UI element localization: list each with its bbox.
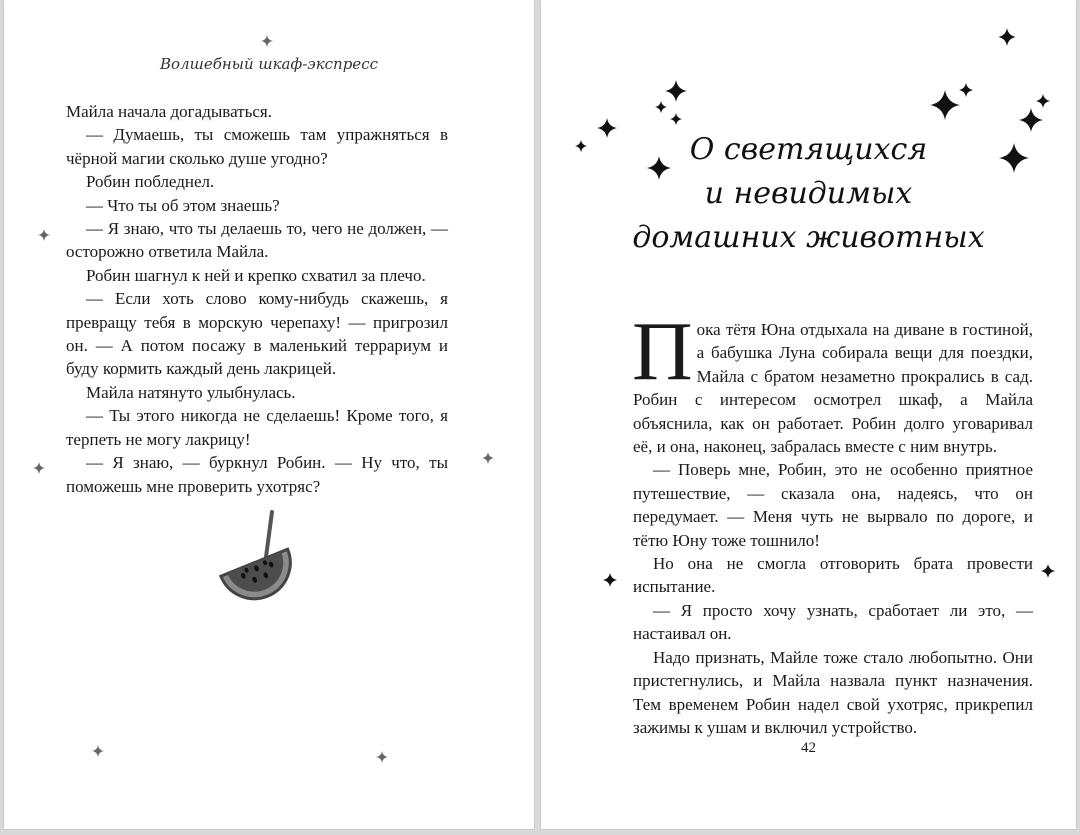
paragraph: Робин побледнел. [86, 172, 215, 192]
left-page-text [66, 100, 448, 498]
sparkle-star-icon [1041, 564, 1055, 578]
sparkle-star-icon [670, 113, 682, 125]
sparkle-star-icon [376, 751, 388, 763]
paragraph: — Поверь мне, Робин, это не особенно приятное путешествие, — сказала она, надеясь, что он передумает. — Меня чуть не вырвало по дороге, и тётю Юну тоже тошнило! [633, 460, 1033, 550]
sparkle-star-icon [1019, 108, 1043, 132]
first-paragraph-text: ока тётя Юна отдыхала на диване в гостиной, а бабушка Луна собирала вещи для поездки, Майла с братом незаметно прокрались в сад. Робин с интересом осмотрел шкаф, а Майла объяснила, как он работает. Робин долго уговаривал её, и она, наконец, забралась вместе с ним внутрь. [633, 320, 1033, 457]
chapter-title [541, 128, 1076, 260]
left-page [4, 0, 534, 829]
paragraph: — Я знаю, — буркнул Робин. — Ну что, ты поможешь мне проверить ухотряс? [66, 453, 448, 496]
right-page-text [632, 305, 1033, 739]
sparkle-star-icon [647, 156, 671, 180]
paragraph: Робин шагнул к ней и крепко схватил за плечо. [86, 265, 426, 285]
paragraph: Майла натянуто улыбнулась. [86, 382, 296, 402]
paragraph: Надо признать, Майле тоже стало любопытно. Они пристегнулись, и Майла назвала пункт назначения. Тем временем Робин надел свой ухотряс, прикрепил зажимы к ушам и включил устройство. [633, 647, 1033, 737]
paragraph: — Если хоть слово кому-нибудь скажешь, я превращу тебя в морскую черепаху! — пригрозил он. — А потом посажу в маленький террариум и буду кормить каждый день лакрицей. [66, 289, 448, 379]
page-number: 42 [801, 740, 816, 756]
sparkle-star-icon [665, 80, 687, 102]
sparkle-star-icon [38, 229, 50, 241]
chapter-title-line: О светящихся [689, 132, 928, 167]
sparkle-star-icon [597, 118, 617, 138]
sparkle-star-icon [482, 452, 494, 464]
right-page [541, 0, 1076, 829]
watermelon-slice-icon [218, 510, 298, 607]
sparkle-star-icon [261, 35, 273, 47]
paragraph: — Я просто хочу узнать, сработает ли это, — настаивал он. [633, 600, 1033, 644]
sparkle-star-icon [998, 28, 1016, 46]
drop-cap: П [632, 305, 693, 398]
sparkle-star-icon [930, 90, 960, 120]
chapter-title-line: и невидимых [704, 176, 913, 211]
running-header: Волшебный шкаф-экспресс [160, 55, 378, 73]
sparkle-star-icon [959, 83, 973, 97]
chapter-title-line: домашних животных [632, 220, 985, 255]
paragraph: — Думаешь, ты сможешь там упражняться в чёрной магии сколько душе угодно? [66, 125, 448, 168]
sparkle-star-icon [92, 745, 104, 757]
paragraph: Но она не смогла отговорить брата провести испытание. [633, 554, 1033, 597]
paragraph: — Что ты об этом знаешь? [86, 195, 280, 215]
sparkle-star-icon [603, 573, 617, 587]
sparkle-star-icon [575, 140, 587, 152]
sparkle-star-icon [655, 101, 667, 113]
sparkle-star-icon [33, 462, 45, 474]
paragraph: — Я знаю, что ты делаешь то, чего не должен, — осторожно ответила Майла. [66, 219, 448, 262]
paragraph: — Ты этого никогда не сделаешь! Кроме того, я терпеть не могу лакрицу! [66, 406, 448, 449]
first-paragraph [632, 305, 1033, 458]
sparkle-star-icon [1036, 94, 1050, 108]
sparkle-star-icon [999, 143, 1029, 173]
paragraph: Майла начала догадываться. [66, 102, 272, 121]
